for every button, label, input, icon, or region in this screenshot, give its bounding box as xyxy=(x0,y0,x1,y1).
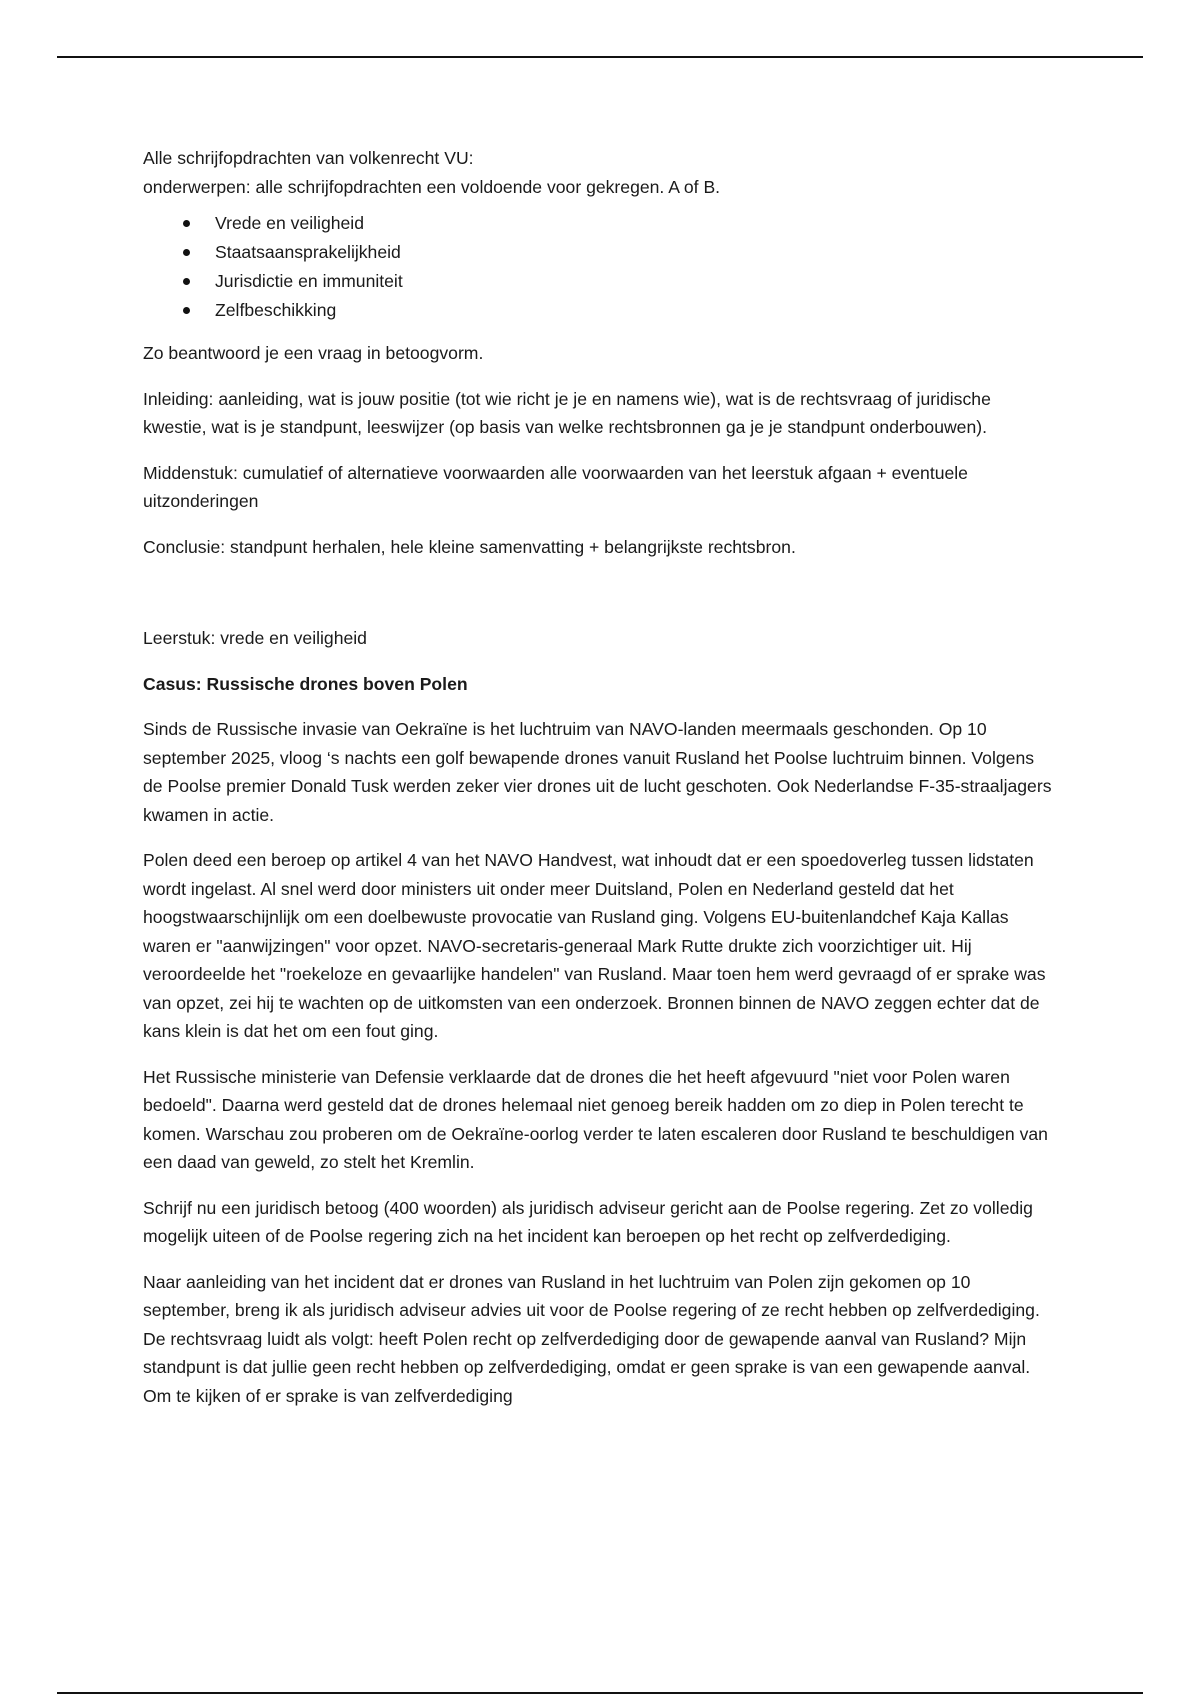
assignment-paragraph: Schrijf nu een juridisch betoog (400 woorden) als juridisch adviseur gericht aan de Poolse regering. Zet zo volledig mogelijk uiteen of de Poolse regering zich na het incident kan beroepen op het recht op zelfverdediging. xyxy=(143,1197,1033,1246)
blank-spacer xyxy=(143,578,1058,624)
document-body xyxy=(143,144,1058,1427)
method-heading: Zo beantwoord je een vraag in betoogvorm. xyxy=(143,343,484,363)
page-bottom-rule xyxy=(57,1692,1143,1694)
list-item: Vrede en veiligheid xyxy=(143,209,1058,238)
page-top-rule xyxy=(57,56,1143,58)
list-item: Staatsaansprakelijkheid xyxy=(143,238,1058,267)
intro-line-2: onderwerpen: alle schrijfopdrachten een voldoende voor gekregen. A of B. xyxy=(143,176,721,197)
casus-title: Casus: Russische drones boven Polen xyxy=(143,673,468,694)
leerstuk-heading: Leerstuk: vrede en veiligheid xyxy=(143,628,367,648)
casus-paragraph: Polen deed een beroep op artikel 4 van het NAVO Handvest, wat inhoudt dat er een spoedoverleg tussen lidstaten wordt ingelast. Al snel werd door ministers uit onder meer Duitsland, Polen en Nederland gesteld dat het hoogstwaarschijnlijk om een doelbewuste provocatie van Rusland ging. Volgens EU-buitenlandchef Kaja Kallas waren er "aanwijzingen" voor opzet. NAVO-secretaris-generaal Mark Rutte drukte zich voorzichtiger uit. Hij veroordeelde het "roekeloze en gevaarlijke handelen" van Rusland. Maar toen hem werd gevraagd of er sprake was van opzet, zei hij te wachten op de uitkomsten van een onderzoek. Bronnen binnen de NAVO zeggen echter dat de kans klein is dat het om een fout ging. xyxy=(143,850,1046,1041)
topics-list xyxy=(143,209,1058,325)
list-item: Zelfbeschikking xyxy=(143,296,1058,325)
method-conclusie: Conclusie: standpunt herhalen, hele kleine samenvatting + belangrijkste rechtsbron. xyxy=(143,536,796,557)
answer-paragraph: Naar aanleiding van het incident dat er drones van Rusland in het luchtruim van Polen zijn gekomen op 10 september, breng ik als juridisch adviseur advies uit voor de Poolse regering of ze recht hebben op zelfverdediging. De rechtsvraag luidt als volgt: heeft Polen recht op zelfverdediging door de gewapende aanval van Rusland? Mijn standpunt is dat jullie geen recht hebben op zelfverdediging, omdat er geen sprake is van een gewapende aanval. Om te kijken of er sprake is van zelfverdediging xyxy=(143,1271,1040,1406)
method-inleiding: Inleiding: aanleiding, wat is jouw positie (tot wie richt je je en namens wie), wat is de rechtsvraag of juridische kwestie, wat is je standpunt, leeswijzer (op basis van welke rechtsbronnen ga je je standpunt onderbouwen). xyxy=(143,388,991,437)
casus-paragraph: Sinds de Russische invasie van Oekraïne is het luchtruim van NAVO-landen meermaals geschonden. Op 10 september 2025, vloog ‘s nachts een golf bewapende drones vanuit Rusland het Poolse luchtruim binnen. Volgens de Poolse premier Donald Tusk werden zeker vier drones uit de lucht geschoten. Ook Nederlandse F-35-straaljagers kwamen in actie. xyxy=(143,719,1052,825)
casus-paragraph: Het Russische ministerie van Defensie verklaarde dat de drones die het heeft afgevuurd "niet voor Polen waren bedoeld". Daarna werd gesteld dat de drones helemaal niet genoeg bereik hadden om zo diep in Polen terecht te komen. Warschau zou proberen om de Oekraïne-oorlog verder te laten escaleren door Rusland te beschuldigen van een daad van geweld, zo stelt het Kremlin. xyxy=(143,1066,1048,1172)
method-middenstuk: Middenstuk: cumulatief of alternatieve voorwaarden alle voorwaarden van het leerstuk afgaan + eventuele uitzonderingen xyxy=(143,462,968,511)
intro-line-1: Alle schrijfopdrachten van volkenrecht VU: xyxy=(143,148,474,168)
list-item: Jurisdictie en immuniteit xyxy=(143,267,1058,296)
